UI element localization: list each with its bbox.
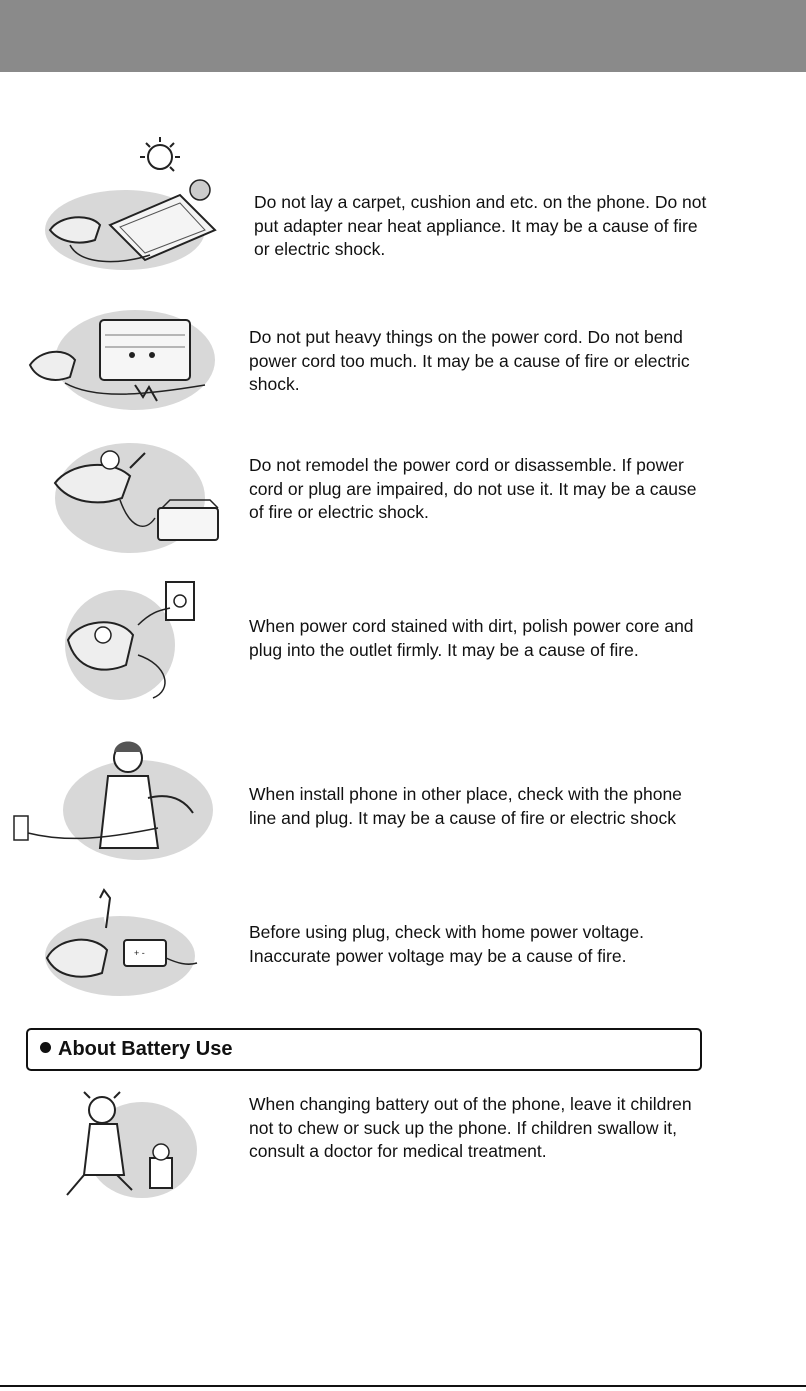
bottom-rule xyxy=(0,1385,806,1387)
battery-section-title: About Battery Use xyxy=(40,1038,232,1061)
install-phone-illustration xyxy=(8,738,213,863)
dirty-plug-illustration xyxy=(58,580,198,702)
heavy-cord-illustration xyxy=(25,305,215,415)
safety-text-5: When install phone in other place, check with the phone line and plug. It may be a cause of fire or electric shock xyxy=(249,784,682,828)
voltage-check-illustration xyxy=(42,888,202,1000)
remodel-cord-illustration xyxy=(50,438,230,556)
header-band xyxy=(0,0,806,72)
safety-text-1: Do not lay a carpet, cushion and etc. on the phone. Do not put adapter near heat appliance. It may be a cause of fire or electric shock. xyxy=(254,192,707,259)
carpet-heat-illustration xyxy=(40,135,230,275)
child-battery-illustration xyxy=(62,1090,202,1202)
safety-text-4: When power cord stained with dirt, polish power core and plug into the outlet firmly. It may be a cause of fire. xyxy=(249,616,694,660)
safety-text-2: Do not put heavy things on the power cord. Do not bend power cord too much. It may be a cause of fire or electric shock. xyxy=(249,327,690,394)
bullet-icon xyxy=(40,1042,51,1053)
safety-text-6: Before using plug, check with home power voltage. Inaccurate power voltage may be a cause of fire. xyxy=(249,922,644,966)
battery-text-1: When changing battery out of the phone, leave it children not to chew or suck up the phone. If children swallow it, consult a doctor for medical treatment. xyxy=(249,1094,692,1161)
battery-section-header xyxy=(26,1028,702,1071)
safety-text-3: Do not remodel the power cord or disassemble. If power cord or plug are impaired, do not use it. It may be a cause of fire or electric shock. xyxy=(249,455,697,522)
svg-text:+ -: + - xyxy=(134,948,145,958)
